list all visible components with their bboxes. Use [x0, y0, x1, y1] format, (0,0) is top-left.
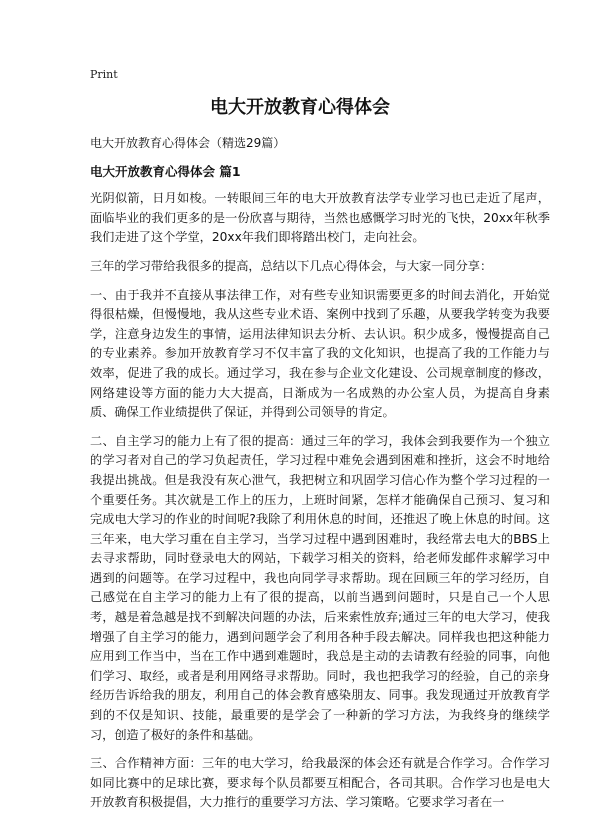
document-subtitle: 电大开放教育心得体会（精选29篇）	[90, 136, 286, 150]
page-title: 电大开放教育心得体会	[210, 97, 390, 118]
paragraph-point-three: 三、合作精神方面：三年的电大学习，给我最深的体会还有就是合作学习。合作学习如同比赛中的足球比赛，要求每个队员都要互相配合，各司其职。合作学习也是电大开放教育积极提倡，大力推行的重要学习方法、学习策略。它要求学习者在一	[90, 756, 550, 810]
paragraph-point-two: 二、自主学习的能力上有了很的提高：通过三年的学习，我体会到我要作为一个独立的学习者对自己的学习负起责任，学习过程中难免会遇到困难和挫折，这会不时地给我提出挑战。但是我没有灰心泄气，我把树立和巩固学习信心作为整个学习过程的一个重要任务。其次就是工作上的压力，上班时间紧，怎样才能确保自己预习、复习和完成电大学习的作业的时间呢?我除了利用休息的时间，还推迟了晚上休息的时间。这三年来，电大学习重在自主学习，当学习过程中遇到困难时，我经常去电大的BBS上去寻求帮助，同时登录电大的网站，下载学习相关的资料，给老师发邮件求解学习中遇到的问题等。在学习过程中，我也向同学寻求帮助。现在回顾三年的学习经历，自己感觉在自主学习的能力上有了很的提高，以前当遇到问题时，只是自己一个人思考，越是着急越是找不到解决问题的办法，后来索性放弃;通过三年的电大学习，使我增强了自主学习的能力，遇到问题学会了利用各种手段去解决。同样我也把这种能力应用到工作当中，当在工作中遇到难题时，我总是主动的去请教有经验的同事，向他们学习、取经，或者是利用网络寻求帮助。同时，我也把我学习的经验，自己的亲身经历告诉给我的朋友，利用自己的体会教育感染朋友、同事。我发现通过开放教育学到的不仅是知识、技能，最重要的是学会了一种新的学习方法，为我终身的继续学习，创造了极好的条件和基础。	[90, 433, 550, 742]
paragraph-intro: 光阴似箭，日月如梭。一转眼间三年的电大开放教育法学专业学习也已走近了尾声，面临毕业的我们更多的是一份欣喜与期待，当然也感慨学习时光的飞快，20xx年秋季我们走进了这个学堂，20xx年我们即将踏出校门，走向社会。	[90, 191, 550, 245]
paragraph-summary-lead: 三年的学习带给我很多的提高，总结以下几点心得体会，与大家一同分享：	[90, 258, 493, 273]
section-heading: 电大开放教育心得体会 篇1	[90, 163, 241, 179]
article-body	[90, 134, 550, 822]
print-link[interactable]: Print	[90, 68, 118, 81]
paragraph-point-one: 一、由于我并不直接从事法律工作，对有些专业知识需要更多的时间去消化，开始觉得很枯燥，但慢慢地，我从这些专业术语、案例中找到了乐趣，从要我学转变为我要学，注意身边发生的事情，运用法律知识去分析、去认识。积少成多，慢慢提高自己的专业素养。参加开放教育学习不仅丰富了我的文化知识，也提高了我的工作能力与效率，促进了我的成长。通过学习，我在参与企业文化建设、公司规章制度的修改，网络建设等方面的能力大大提高，日渐成为一名成熟的办公室人员，为提高自身素质、确保工作业绩提供了保证，并得到公司领导的肯定。	[90, 287, 550, 420]
